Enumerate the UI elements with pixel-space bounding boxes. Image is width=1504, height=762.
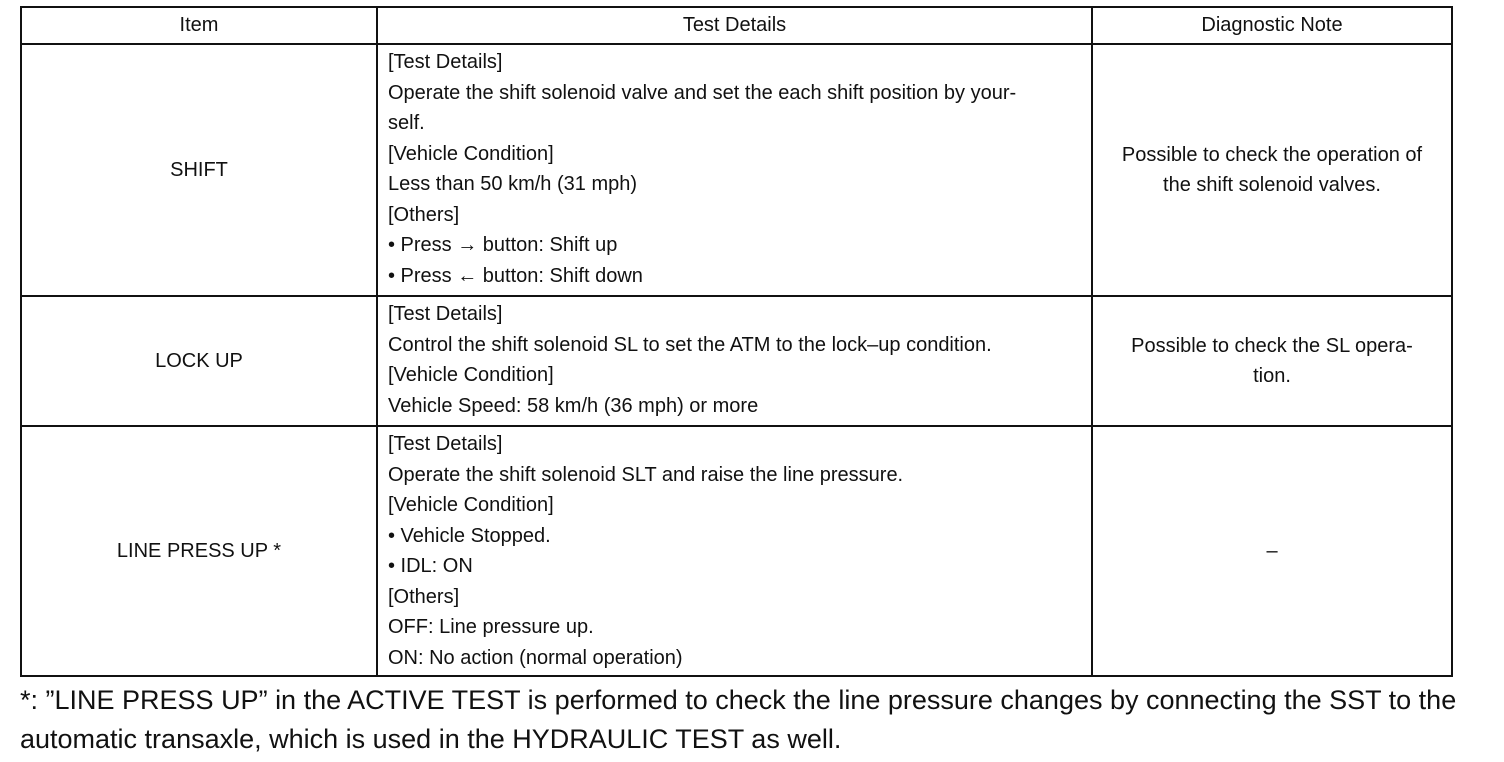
details-line: Operate the shift solenoid valve and set the each shift position by your- [388, 81, 1017, 104]
active-test-table [20, 6, 1453, 677]
details-line: [Others] [388, 203, 460, 226]
details-line: [Others] [388, 585, 460, 608]
item-cell-lock-up: LOCK UP [21, 296, 377, 426]
details-line: [Test Details] [388, 303, 503, 325]
item-cell-line-press-up: LINE PRESS UP * [21, 426, 377, 676]
note-line: the shift solenoid valves. [1163, 174, 1381, 196]
details-line: [Vehicle Condition] [388, 494, 554, 516]
details-line: Less than 50 km/h (31 mph) [388, 173, 638, 195]
note-cell-shift [1092, 44, 1452, 296]
details-line: Control the shift solenoid SL to set the ATM to the lock–up condition. [388, 333, 992, 356]
details-cell-line-press-up [377, 426, 1092, 676]
details-line: • Vehicle Stopped. [388, 524, 551, 547]
note-line: Possible to check the SL opera- [1131, 334, 1413, 357]
table-row [21, 44, 1452, 296]
details-line: • Press ← button: Shift down [388, 264, 643, 287]
details-cell-shift [377, 44, 1092, 296]
note-cell-line-press-up [1092, 426, 1452, 676]
note-line: tion. [1253, 365, 1291, 387]
details-line: • Press → button: Shift up [388, 234, 618, 256]
details-line: [Vehicle Condition] [388, 142, 554, 165]
footnote: *: ”LINE PRESS UP” in the ACTIVE TEST is performed to check the line pressure changes by connecting the SST to the automatic transaxle, which is used in the HYDRAULIC TEST as well. [20, 685, 1457, 754]
note-line: Possible to check the operation of [1121, 143, 1423, 166]
details-line: Vehicle Speed: 58 km/h (36 mph) or more [388, 394, 759, 417]
note-line: – [1266, 539, 1278, 562]
details-line: ON: No action (normal operation) [388, 646, 683, 669]
details-line: OFF: Line pressure up. [388, 616, 594, 638]
table-row [21, 296, 1452, 426]
details-line: [Test Details] [388, 433, 503, 455]
header-item: Item [21, 7, 377, 44]
header-test-details: Test Details [377, 7, 1092, 44]
header-diagnostic-note: Diagnostic Note [1092, 7, 1452, 44]
details-line: • IDL: ON [388, 555, 473, 577]
details-line: [Test Details] [388, 51, 503, 73]
note-cell-lock-up [1092, 296, 1452, 426]
details-cell-lock-up [377, 296, 1092, 426]
details-line: self. [388, 112, 425, 134]
details-line: Operate the shift solenoid SLT and raise the line pressure. [388, 463, 904, 486]
details-line: [Vehicle Condition] [388, 364, 554, 386]
table-row [21, 426, 1452, 676]
item-cell-shift: SHIFT [21, 44, 377, 296]
table-header-row [21, 7, 1452, 44]
